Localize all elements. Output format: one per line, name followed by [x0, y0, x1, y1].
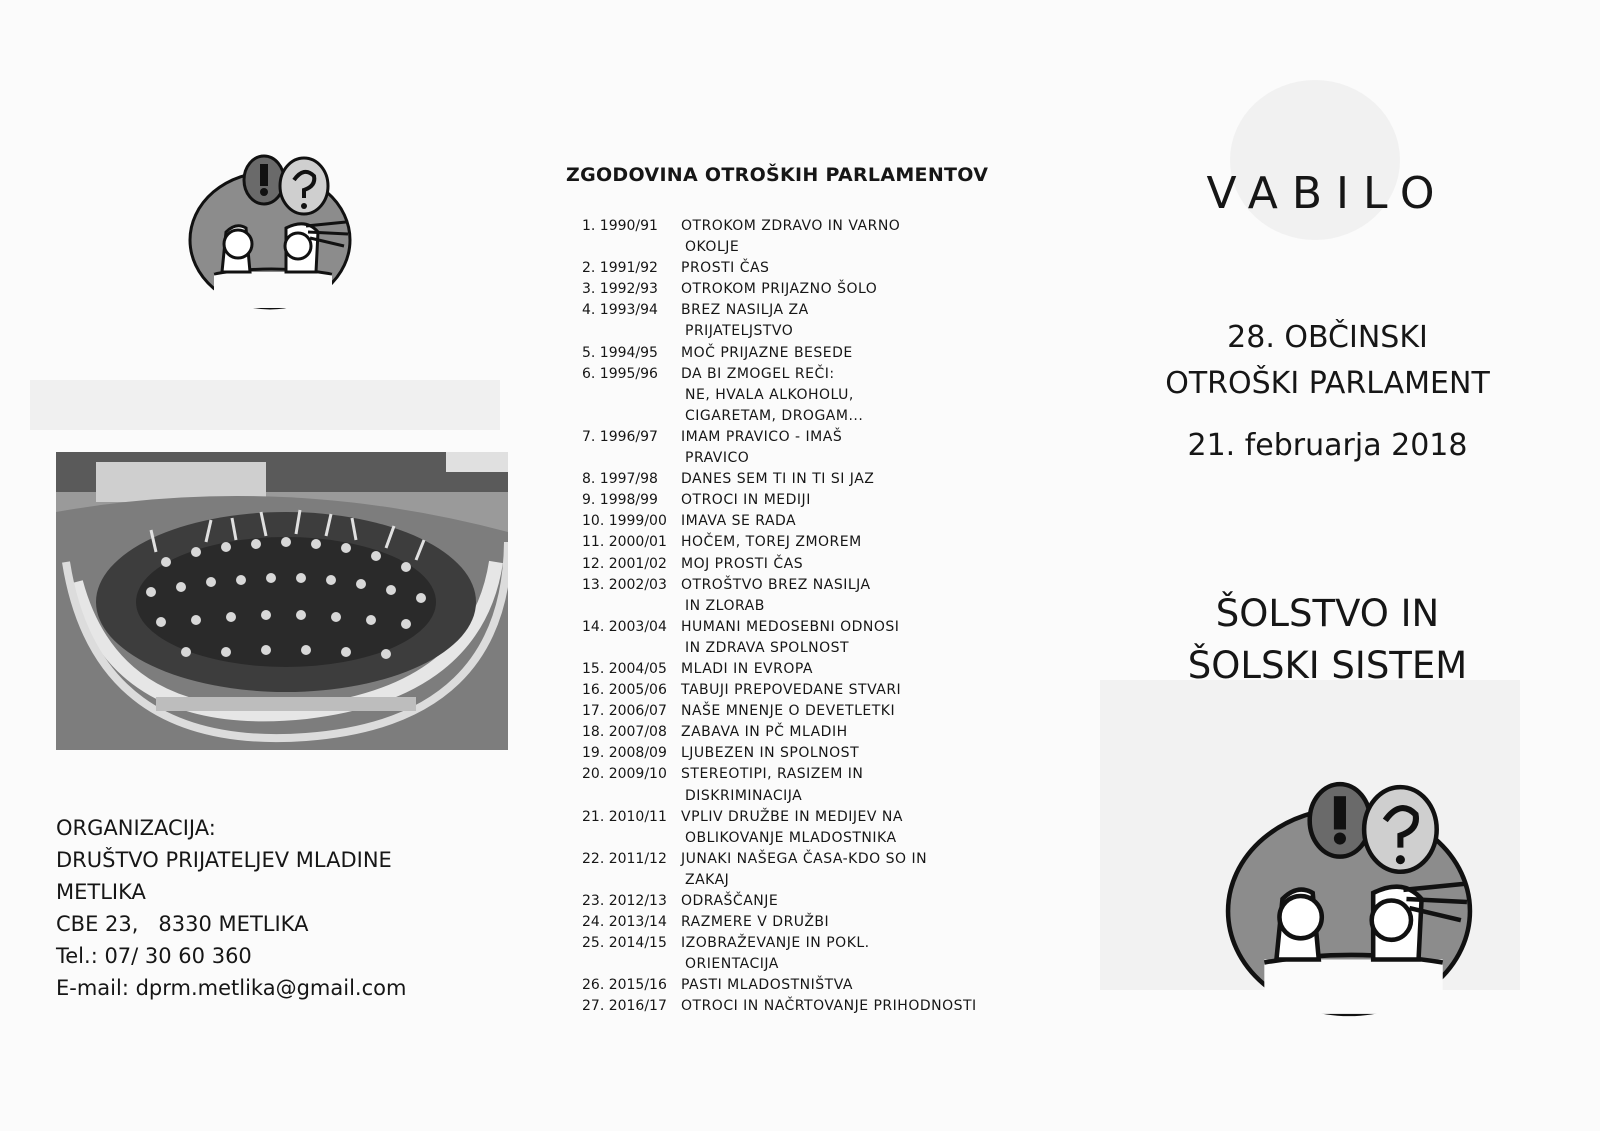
history-item-number: 16. 2005/06 [582, 682, 667, 699]
history-item-topic: OTROCI IN MEDIJI [681, 492, 811, 509]
history-item [582, 216, 977, 237]
history-item-number: 6. 1995/96 [582, 365, 658, 382]
history-item-topic: HOČEM, TOREJ ZMOREM [681, 534, 862, 551]
history-item-topic-continued: IN ZDRAVA SPOLNOST [685, 639, 850, 656]
organizer-name-line1: DRUŠTVO PRIJATELJEV MLADINE [56, 848, 392, 872]
history-item-topic: IMAVA SE RADA [681, 513, 797, 530]
history-item-topic: JUNAKI NAŠEGA ČASA-KDO SO IN [681, 850, 928, 867]
history-item-topic: DA BI ZMOGEL REČI: [681, 365, 835, 382]
history-item-number: 19. 2008/09 [582, 745, 667, 762]
history-item-number: 11. 2000/01 [582, 534, 667, 551]
history-item-topic: HUMANI MEDOSEBNI ODNOSI [681, 618, 900, 635]
history-item-topic: MOJ PROSTI ČAS [681, 555, 804, 572]
history-item-topic-continued: OBLIKOVANJE MLADOSTNIKA [685, 829, 897, 846]
history-item-number: 20. 2009/10 [582, 766, 667, 783]
history-item-number: 2. 1991/92 [582, 260, 658, 277]
history-item-topic: MLADI IN EVROPA [681, 660, 813, 677]
history-item [582, 258, 977, 279]
history-title: ZGODOVINA OTROŠKIH PARLAMENTOV [566, 164, 989, 186]
history-item [582, 933, 977, 954]
history-list [582, 216, 977, 1018]
history-item-topic-continued: ORIENTACIJA [685, 956, 779, 973]
history-item [582, 554, 977, 575]
event-title-line2: OTROŠKI PARLAMENT [1165, 366, 1490, 401]
history-item-topic: BREZ NASILJA ZA [681, 302, 809, 319]
history-item [582, 532, 977, 553]
history-item [582, 617, 977, 638]
history-item [582, 912, 977, 933]
history-item-topic-continued: IN ZLORAB [685, 597, 765, 614]
history-item [582, 807, 977, 828]
history-item-topic: VPLIV DRUŽBE IN MEDIJEV NA [681, 808, 903, 825]
organizer-label: ORGANIZACIJA: [56, 816, 216, 840]
history-item-topic: TABUJI PREPOVEDANE STVARI [681, 682, 902, 699]
history-item [582, 975, 977, 996]
history-item-topic: OTROCI IN NAČRTOVANJE PRIHODNOSTI [681, 998, 977, 1015]
event-theme-line2: ŠOLSKI SISTEM [1187, 644, 1468, 687]
history-item [582, 743, 977, 764]
history-item-topic: ODRAŠČANJE [681, 893, 779, 909]
history-item-number: 9. 1998/99 [582, 492, 658, 509]
history-item [582, 764, 977, 785]
history-item-topic: OTROKOM PRIJAZNO ŠOLO [681, 281, 878, 298]
organizer-name-line2: METLIKA [56, 880, 146, 904]
history-item [582, 996, 977, 1017]
organizer-phone: Tel.: 07/ 30 60 360 [56, 944, 252, 968]
history-item [582, 849, 977, 870]
history-item [582, 300, 977, 321]
history-item [582, 364, 977, 385]
parliament-group-photo [56, 452, 508, 750]
history-item [582, 427, 977, 448]
history-item [582, 575, 977, 596]
history-item-topic: ZABAVA IN PČ MLADIH [681, 724, 848, 741]
history-item [582, 511, 977, 532]
history-item-number: 25. 2014/15 [582, 935, 667, 952]
history-item-number: 24. 2013/14 [582, 914, 667, 931]
history-item-topic: LJUBEZEN IN SPOLNOST [681, 745, 860, 762]
history-item-number: 12. 2001/02 [582, 555, 667, 572]
organizer-block [56, 812, 406, 1004]
history-item-topic: DANES SEM TI IN TI SI JAZ [681, 471, 875, 488]
history-item [582, 680, 977, 701]
history-item-topic: STEREOTIPI, RASIZEM IN [681, 766, 864, 783]
history-item-number: 8. 1997/98 [582, 471, 658, 488]
history-item-number: 10. 1999/00 [582, 513, 667, 530]
history-item-topic: OTROŠTVO BREZ NASILJA [681, 576, 871, 593]
history-item-number: 3. 1992/93 [582, 281, 658, 298]
history-item-number: 14. 2003/04 [582, 618, 667, 635]
history-item-topic-continued: ZAKAJ [685, 871, 730, 888]
invitation-heading: VABILO [1206, 168, 1449, 219]
history-item-topic-continued: PRIJATELJSTVO [685, 323, 794, 340]
event-date: 21. februarja 2018 [1187, 428, 1468, 463]
organizer-email: E-mail: dprm.metlika@gmail.com [56, 976, 407, 1000]
history-item-number: 23. 2012/13 [582, 893, 667, 909]
history-item-number: 17. 2006/07 [582, 703, 667, 720]
history-item [582, 659, 977, 680]
history-item-topic: IZOBRAŽEVANJE IN POKL. [681, 935, 870, 952]
event-title [1080, 315, 1575, 407]
history-item-topic-continued: DISKRIMINACIJA [685, 787, 803, 804]
history-item-number: 21. 2010/11 [582, 808, 667, 825]
history-item-number: 13. 2002/03 [582, 576, 667, 593]
history-item [582, 343, 977, 364]
history-item-number: 27. 2016/17 [582, 998, 667, 1015]
history-item-topic: PASTI MLADOSTNIŠTVA [681, 977, 853, 994]
history-item-number: 5. 1994/95 [582, 344, 658, 361]
history-item [582, 469, 977, 490]
history-item-topic: IMAM PRAVICO - IMAŠ [681, 428, 843, 445]
history-item [582, 722, 977, 743]
event-title-line1: 28. OBČINSKI [1227, 320, 1428, 355]
event-theme-line1: ŠOLSTVO IN [1215, 592, 1440, 635]
history-item-number: 1. 1990/91 [582, 218, 658, 234]
history-item-topic-continued: CIGARETAM, DROGAM... [685, 407, 864, 424]
history-item-topic: PROSTI ČAS [681, 260, 770, 277]
history-item [582, 701, 977, 722]
history-item-number: 4. 1993/94 [582, 302, 658, 319]
organizer-address: CBE 23, 8330 METLIKA [56, 912, 309, 936]
history-item-number: 15. 2004/05 [582, 660, 667, 677]
history-item-topic-continued: PRAVICO [685, 450, 750, 467]
history-item-number: 18. 2007/08 [582, 724, 667, 741]
history-item [582, 279, 977, 300]
parliament-logo-icon [186, 152, 354, 312]
history-item-topic: MOČ PRIJAZNE BESEDE [681, 344, 853, 361]
history-item [582, 891, 977, 912]
history-item-topic: OTROKOM ZDRAVO IN VARNO [681, 218, 901, 234]
history-item-topic: NAŠE MNENJE O DEVETLETKI [681, 703, 896, 720]
parliament-logo-large-icon [1222, 774, 1476, 1024]
history-item-topic-continued: OKOLJE [685, 239, 740, 256]
event-theme [1080, 588, 1575, 692]
history-item-number: 22. 2011/12 [582, 850, 667, 867]
history-item-number: 26. 2015/16 [582, 977, 667, 994]
history-item-number: 7. 1996/97 [582, 428, 658, 445]
history-item [582, 490, 977, 511]
history-item-topic-continued: NE, HVALA ALKOHOLU, [685, 386, 854, 403]
history-item-topic: RAZMERE V DRUŽBI [681, 914, 830, 931]
